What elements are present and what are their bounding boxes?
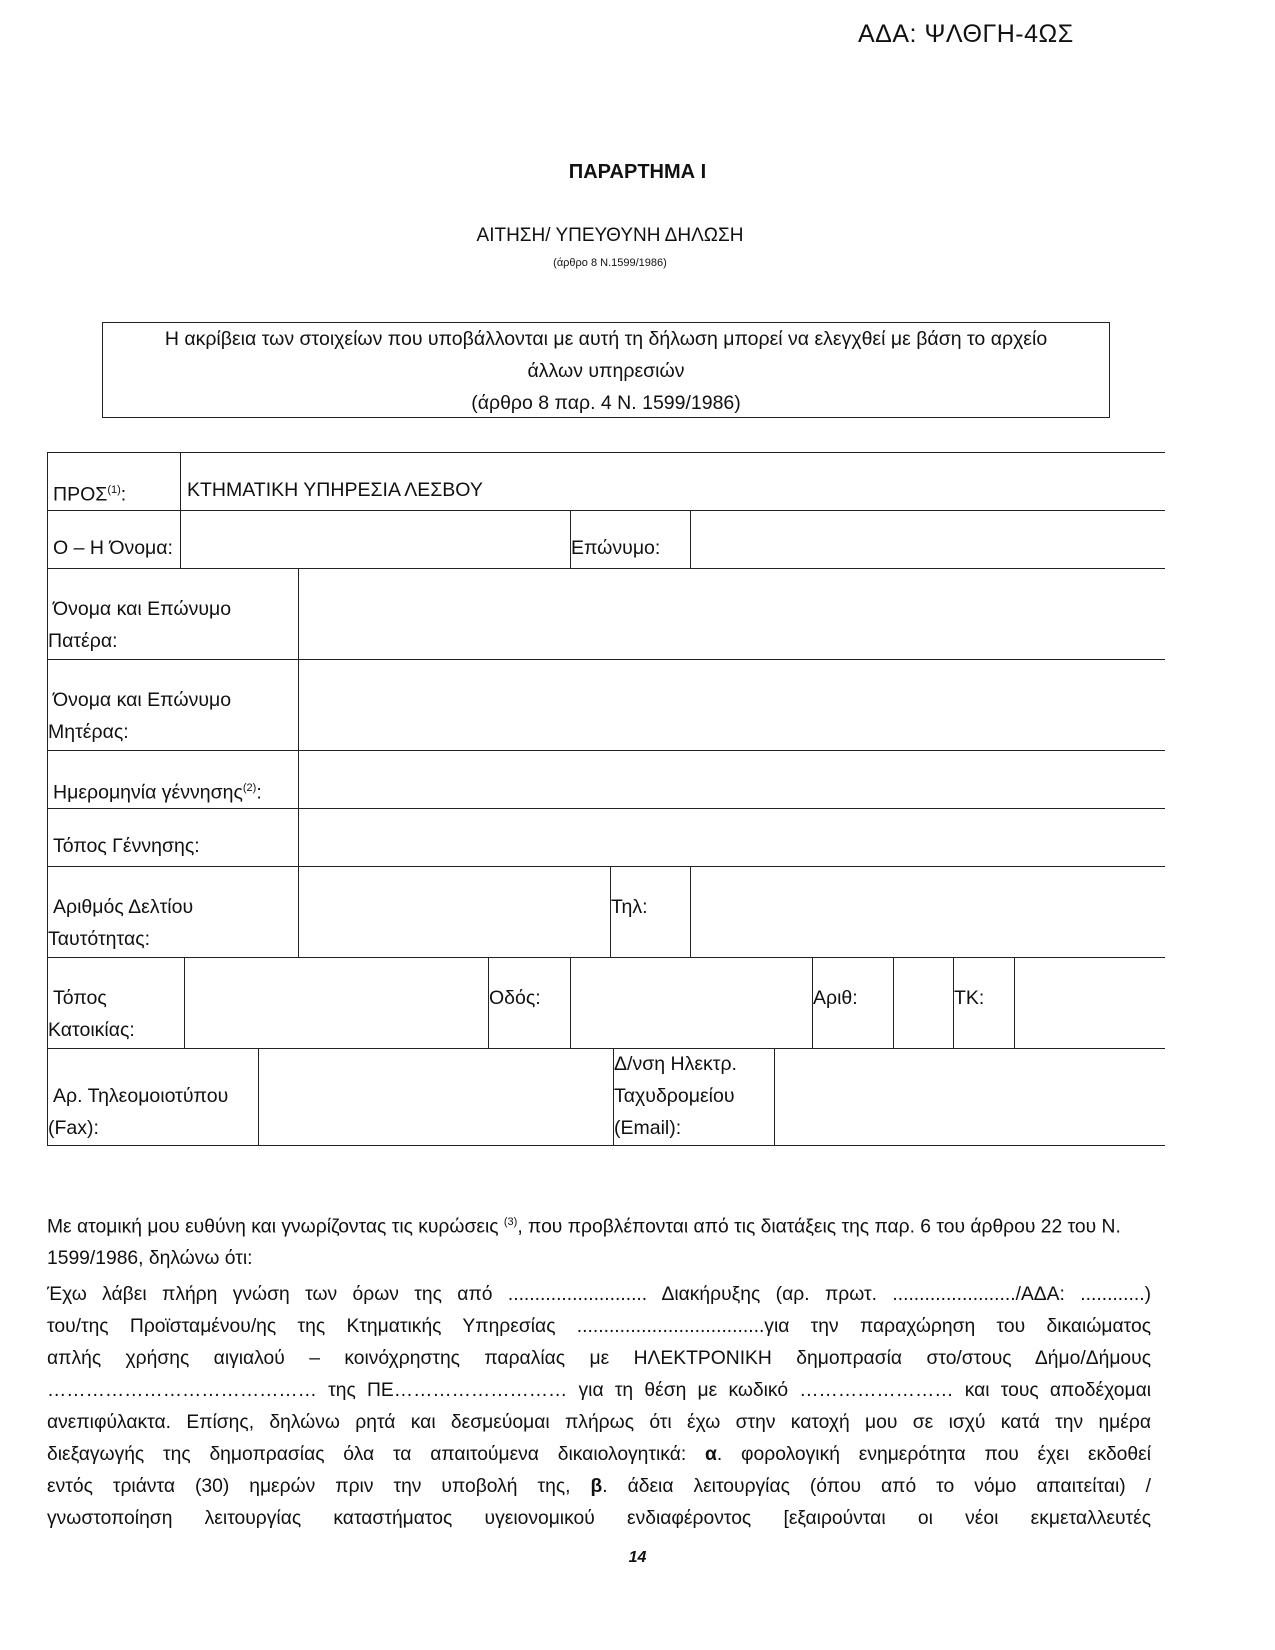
notice-line-2: άλλων υπηρεσιών: [527, 360, 685, 382]
to-label: ΠΡΟΣ$^{(1)}$:: [53, 483, 127, 506]
declaration-line: διεξαγωγής της δημοπρασίας όλα τα απαιτούμενα δικαιολογητικά: α. φορολογική ενημερότητα που έχει εκδοθεί: [47, 1444, 1151, 1465]
phone-label: Τηλ:: [611, 896, 648, 918]
mother-name-label-line-1: Όνομα και Επώνυμο: [53, 689, 232, 711]
name-label: Ο – Η Όνομα:: [53, 537, 173, 559]
father-name-label-line-2: Πατέρα:: [48, 630, 118, 652]
document-subtitle: (άρθρο 8 Ν.1599/1986): [553, 257, 667, 269]
email-label-line-3: (Email):: [614, 1117, 682, 1139]
ada-code: ΑΔΑ: ΨΛΘΓΗ-4ΩΣ: [858, 20, 1074, 48]
notice-line-3: (άρθρο 8 παρ. 4 Ν. 1599/1986): [471, 392, 741, 414]
id-number-label-line-1: Αριθμός Δελτίου: [53, 896, 194, 918]
declaration-line: απλής χρήσης αιγιαλού – κοινόχρηστης παραλίας με ΗΛΕΚΤΡΟΝΙΚΗ δημοπρασία στο/στους Δήμο/Δήμους: [47, 1348, 1151, 1369]
street-label: Οδός:: [489, 987, 541, 1009]
declaration-line: του/της Προϊσταμένου/ης της Κτηματικής Υπηρεσίας ...................................για την παραχώρηση του δικαιώματος: [47, 1316, 1151, 1337]
fax-label-line-2: (Fax):: [48, 1117, 99, 1139]
residence-label-line-2: Κατοικίας:: [48, 1019, 135, 1041]
declaration-body: [47, 1279, 1151, 1535]
email-label-line-1: Δ/νση Ηλεκτρ.: [614, 1053, 737, 1075]
declaration-line: γνωστοποίηση λειτουργίας καταστήματος υγειονομικού ενδιαφέροντος [εξαιρούνται οι νέοι εκμεταλλευτές: [47, 1508, 1151, 1529]
document-title: ΑΙΤΗΣΗ/ ΥΠΕΥΘΥΝΗ ΔΗΛΩΣΗ: [476, 225, 744, 246]
annex-title: ΠΑΡΑΡΤΗΜΑ Ι: [568, 161, 707, 183]
id-number-label-line-2: Ταυτότητας:: [48, 928, 151, 950]
fax-label-line-1: Αρ. Τηλεομοιοτύπου: [53, 1085, 229, 1107]
notice-line-1: Η ακρίβεια των στοιχείων που υποβάλλονται με αυτή τη δήλωση μπορεί να ελεγχθεί με βάση το αρχείο: [164, 328, 1048, 350]
residence-label-line-1: Τόπος: [53, 987, 107, 1009]
page-number: 14: [628, 1549, 647, 1566]
accuracy-notice-box: [102, 322, 1110, 418]
surname-label: Επώνυμο:: [571, 537, 661, 559]
father-name-label-line-1: Όνομα και Επώνυμο: [53, 598, 232, 620]
to-value: ΚΤΗΜΑΤΙΚΗ ΥΠΗΡΕΣΙΑ ΛΕΣΒΟΥ: [187, 479, 483, 501]
declaration-line: ανεπιφύλακτα. Επίσης, δηλώνω ρητά και δεσμεύομαι πλήρως ότι έχω στην κατοχή μου σε ισχύ κατά την ημέρα: [47, 1412, 1151, 1433]
email-label-line-2: Ταχυδρομείου: [614, 1085, 735, 1107]
declaration-line: …………………………………… της ΠΕ……………………… για τη θέση με κωδικό …………………… και τους αποδέχομαι: [47, 1380, 1151, 1401]
street-number-label: Αριθ:: [813, 987, 858, 1009]
declaration-line: εντός τριάντα (30) ημερών πριν την υποβολή της, β. άδεια λειτουργίας (όπου από το νόμο απαιτείται) /: [47, 1476, 1151, 1497]
mother-name-label-line-2: Μητέρας:: [48, 721, 129, 743]
postcode-label: ΤΚ:: [954, 987, 985, 1009]
declaration-form: [47, 452, 1165, 1146]
declaration-intro: Με ατομική μου ευθύνη και γνωρίζοντας τις κυρώσεις $^{(3)}$, που προβλέπονται από τις διατάξεις της παρ. 6 του άρθρου 22 του Ν. 1599/1986, δηλώνω ότι:: [47, 1216, 1121, 1270]
birthdate-label: Ημερομηνία γέννησης$^{(2)}$:: [53, 781, 262, 804]
declaration-line: Έχω λάβει πλήρη γνώση των όρων της από .......................... Διακήρυξης (αρ. πρωτ. ......................./ΑΔΑ: ............): [47, 1284, 1151, 1305]
birthplace-label: Τόπος Γέννησης:: [53, 835, 200, 857]
